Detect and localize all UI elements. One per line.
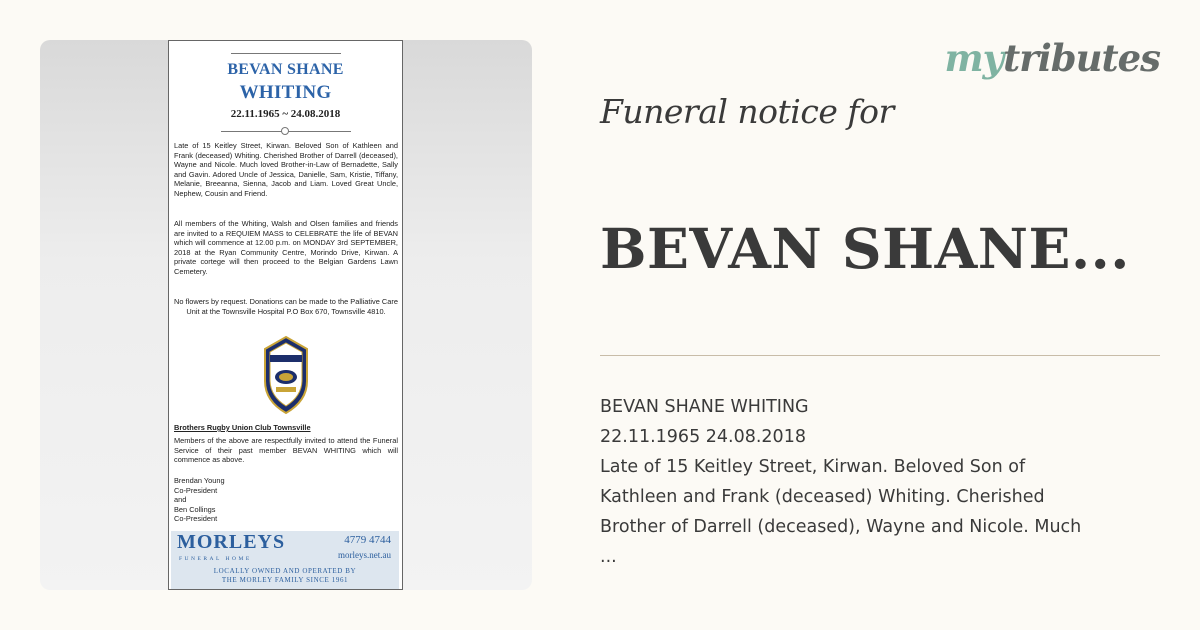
funeral-home-tagline: THE MORLEY FAMILY SINCE 1961 bbox=[221, 576, 349, 584]
notice-paragraph-family: Late of 15 Keitley Street, Kirwan. Beloved Son of Kathleen and Frank (deceased) Whiting. Cherished Brother of Darrell (deceased), Wayne and Nicole. Much loved Brother-in-Law of Bernadette, Sally and Gavin. Adored Uncle of Jessica, Danielle, Sam, Kristie, Tiffany, Melanie, Breeanna, Sienna, Jacob and Liam. Loved Great Uncle, Nephew, Cousin and Friend. bbox=[174, 141, 398, 198]
notice-signatories bbox=[174, 476, 398, 524]
excerpt-ellipsis: ... bbox=[600, 547, 617, 567]
excerpt-line: Late of 15 Keitley Street, Kirwan. Beloved Son of bbox=[600, 457, 1026, 477]
notice-top-rule bbox=[231, 53, 341, 54]
section-divider bbox=[600, 355, 1160, 356]
notice-dates: 22.11.1965 ~ 24.08.2018 bbox=[230, 108, 341, 120]
notice-name-line2: WHITING bbox=[239, 82, 332, 103]
notice-paragraph-donations: No flowers by request. Donations can be made to the Palliative Care Unit at the Townsville Hospital P.O Box 670, Townsville 4810. bbox=[174, 297, 398, 316]
notice-club-heading: Brothers Rugby Union Club Townsville bbox=[174, 423, 311, 432]
funeral-home-subname: FUNERAL HOME bbox=[179, 556, 252, 562]
signatory-line: Co-President bbox=[174, 485, 218, 495]
funeral-home-name: MORLEYS bbox=[177, 531, 286, 553]
notice-name-line1: BEVAN SHANE bbox=[227, 61, 344, 78]
notice-divider-ornament bbox=[281, 127, 289, 135]
notice-club-paragraph: Members of the above are respectfully invited to attend the Funeral Service of their past member BEVAN WHITING which will commence as above. bbox=[174, 436, 398, 465]
excerpt-line: Kathleen and Frank (deceased) Whiting. Cherished bbox=[600, 487, 1045, 507]
excerpt-line: BEVAN SHANE WHITING bbox=[600, 397, 809, 417]
page-subtitle: Funeral notice for bbox=[600, 92, 894, 131]
deceased-name-title: BEVAN SHANE... bbox=[600, 216, 1130, 281]
signatory-line: Co-President bbox=[174, 514, 218, 524]
excerpt-line: 22.11.1965 24.08.2018 bbox=[600, 427, 806, 447]
mytributes-logo[interactable] bbox=[944, 36, 1160, 80]
notice-paragraph-service: All members of the Whiting, Walsh and Olsen families and friends are invited to a REQUIEM MASS to CELEBRATE the life of BEVAN which will commence at 12.00 p.m. on MONDAY 3rd SEPTEMBER, 2018 at the Ryan Community Centre, Morindo Drive, Kirwan. A private cortege will then proceed to the Belgian Gardens Lawn Cemetery. bbox=[174, 219, 398, 276]
funeral-home-phone: 4779 4744 bbox=[344, 534, 391, 546]
funeral-home-website: morleys.net.au bbox=[338, 550, 391, 560]
signatory-line: Ben Collings bbox=[174, 504, 216, 514]
rugby-club-crest-icon bbox=[261, 335, 311, 415]
excerpt-line: Brother of Darrell (deceased), Wayne and Nicole. Much bbox=[600, 517, 1082, 537]
funeral-home-tagline: LOCALLY OWNED AND OPERATED BY bbox=[213, 567, 357, 575]
funeral-notice-image[interactable] bbox=[168, 40, 403, 590]
notice-excerpt bbox=[600, 392, 1160, 572]
logo-prefix: my bbox=[944, 36, 1004, 80]
funeral-home-banner bbox=[171, 531, 399, 589]
logo-suffix: tributes bbox=[1003, 36, 1160, 80]
signatory-line: and bbox=[174, 495, 187, 505]
signatory-line: Brendan Young bbox=[174, 476, 225, 485]
